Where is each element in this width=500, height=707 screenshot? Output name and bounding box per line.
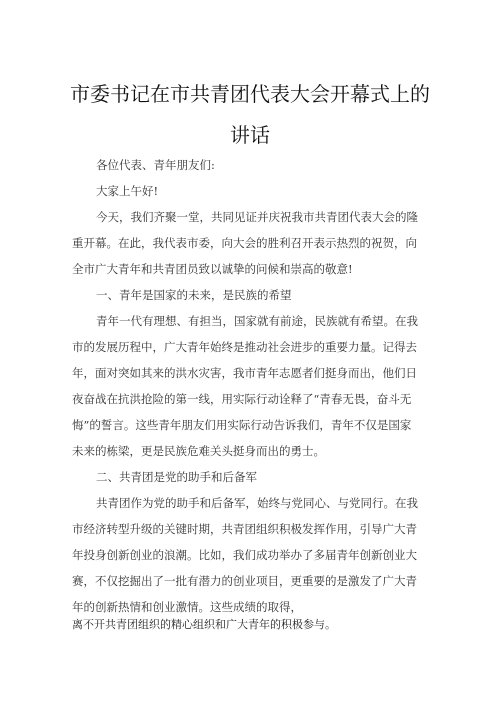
paragraph-3-line: 年投身创新创业的浪潮。比如，我们成功举办了多届青年创新创业大 xyxy=(72,548,417,562)
paragraph-3-line: 共青团作为党的助手和后备军，始终与党同心、与党同行。在我 xyxy=(96,496,418,510)
document-title-line-1: 市委书记在市共青团代表大会开幕式上的 xyxy=(70,82,430,106)
paragraph-2-line: 悔”的誓言。这些青年朋友们用实际行动告诉我们，青年不仅是国家 xyxy=(72,418,412,432)
document-title-line-2: 讲话 xyxy=(230,123,270,147)
greeting: 大家上午好! xyxy=(96,184,159,198)
paragraph-2-line: 市的发展历程中，广大青年始终是推动社会进步的重要力量。记得去 xyxy=(72,340,417,354)
paragraph-1-line: 重开幕。在此，我代表市委，向大会的胜利召开表示热烈的祝贺，向 xyxy=(72,236,417,250)
paragraph-2-line: 年，面对突如其来的洪水灾害，我市青年志愿者们挺身而出，他们日 xyxy=(72,366,417,380)
salutation: 各位代表、青年朋友们: xyxy=(96,158,215,172)
paragraph-1-line: 今天，我们齐聚一堂，共同见证并庆祝我市共青团代表大会的隆 xyxy=(96,210,418,224)
section-heading-2: 二、共青团是党的助手和后备军 xyxy=(96,470,257,484)
paragraph-2-line: 夜奋战在抗洪抢险的第一线，用实际行动诠释了“青春无畏，奋斗无 xyxy=(72,392,412,406)
paragraph-3-line: 赛，不仅挖掘出了一批有潜力的创业项目，更重要的是激发了广大青 xyxy=(72,574,417,588)
paragraph-3-line: 离不开共青团组织的精心组织和广大青年的积极参与。 xyxy=(72,618,336,631)
section-heading-1: 一、青年是国家的未来，是民族的希望 xyxy=(96,288,292,302)
paragraph-3-line: 年的创新热情和创业激情。这些成绩的取得， xyxy=(72,600,302,614)
paragraph-2-line: 青年一代有理想、有担当，国家就有前途，民族就有希望。在我 xyxy=(96,314,418,328)
paragraph-2-line: 未来的栋梁，更是民族危难关头挺身而出的勇士。 xyxy=(72,444,325,458)
paragraph-1-line: 全市广大青年和共青团员致以诚挚的问候和崇高的敬意! xyxy=(72,262,353,276)
paragraph-3-line: 市经济转型升级的关键时期，共青团组织积极发挥作用，引导广大青 xyxy=(72,522,417,536)
